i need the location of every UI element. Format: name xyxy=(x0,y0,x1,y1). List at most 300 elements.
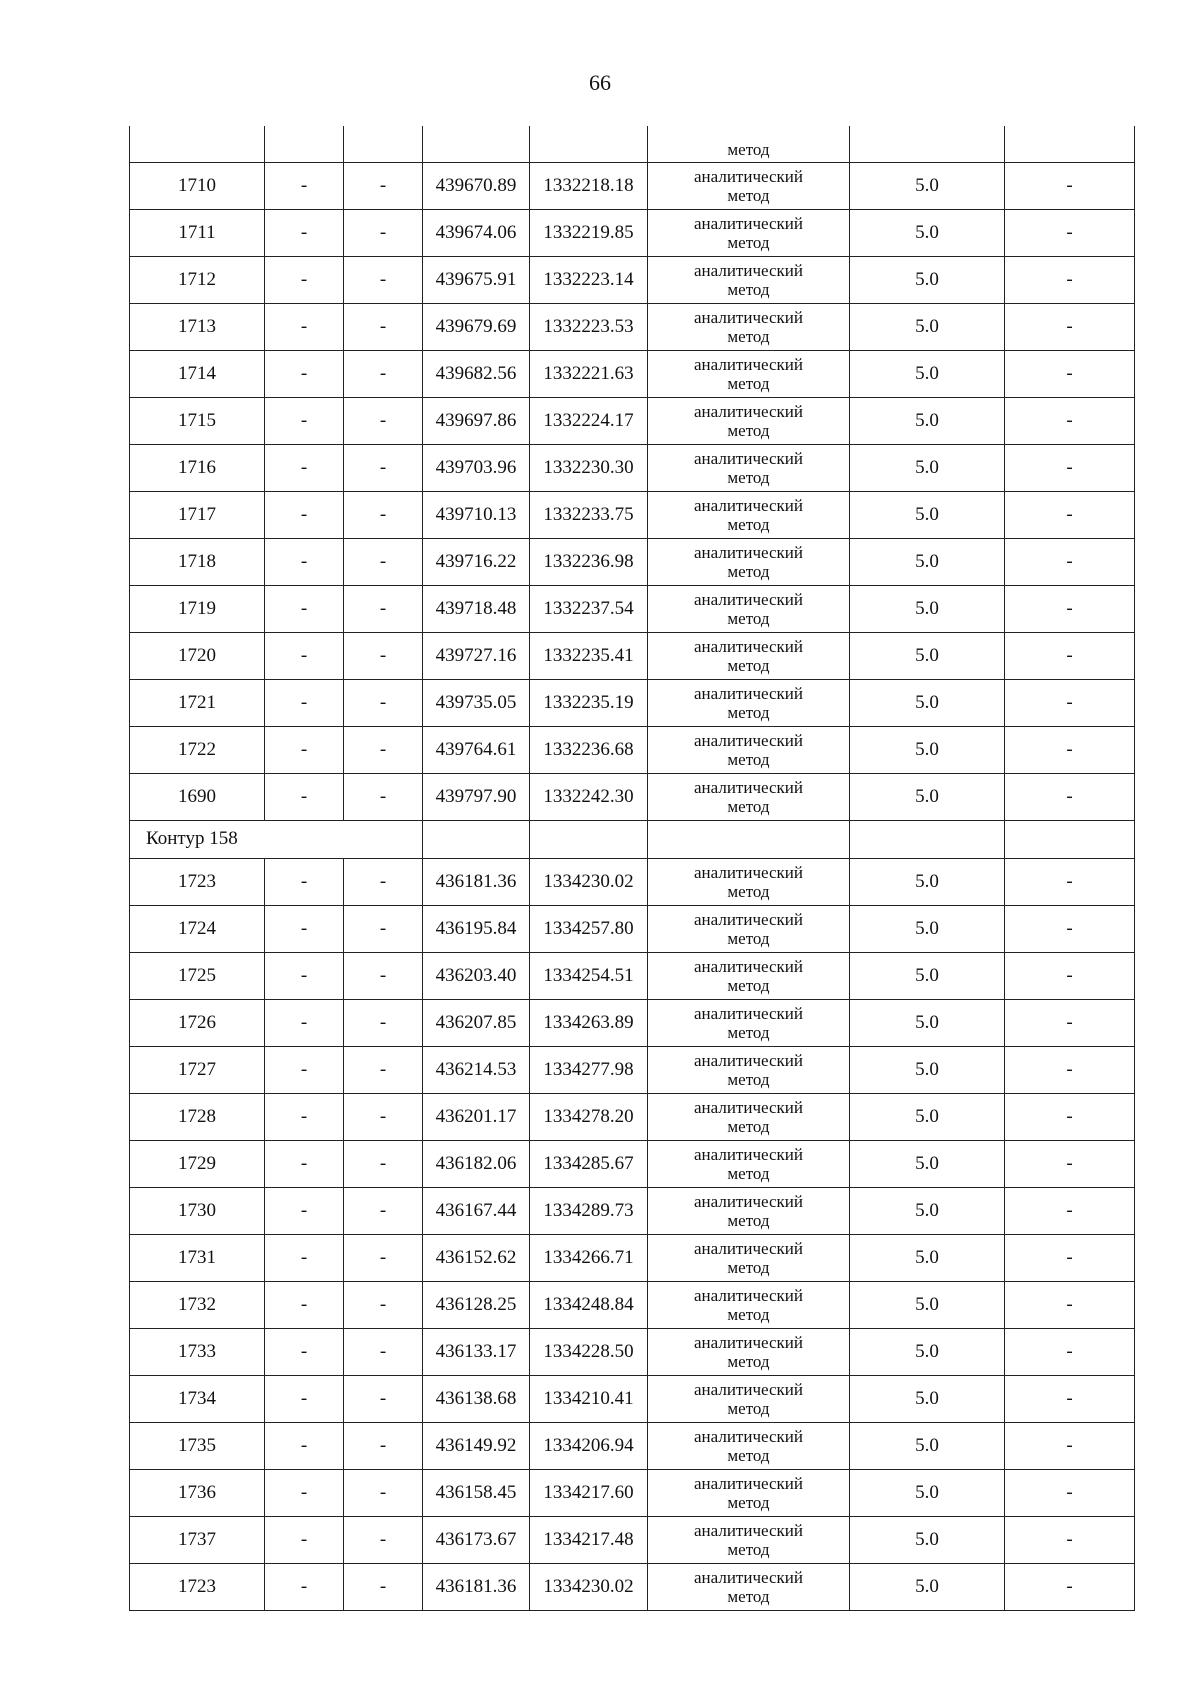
method-cell xyxy=(648,952,850,999)
method-line-1: аналитический xyxy=(694,354,803,374)
old-x-cell: - xyxy=(265,999,344,1046)
method-cell xyxy=(648,1328,850,1375)
description-cell: - xyxy=(1005,256,1135,303)
accuracy-cell: 5.0 xyxy=(850,162,1005,209)
table-row xyxy=(130,1328,1135,1375)
method-line-2: метод xyxy=(727,1257,770,1277)
point-number-cell: 1726 xyxy=(130,999,265,1046)
method-line-1: аналитический xyxy=(694,589,803,609)
y-coordinate-cell: 1334278.20 xyxy=(530,1093,648,1140)
x-coordinate-cell: 439679.69 xyxy=(423,303,530,350)
description-cell: - xyxy=(1005,1516,1135,1563)
old-y-cell: - xyxy=(344,1563,423,1610)
method-line-1: аналитический xyxy=(694,1050,803,1070)
x-coordinate-cell: 439682.56 xyxy=(423,350,530,397)
point-number-cell: 1723 xyxy=(130,858,265,905)
table-row xyxy=(130,303,1135,350)
method-line-1: аналитический xyxy=(694,730,803,750)
x-coordinate-cell: 436214.53 xyxy=(423,1046,530,1093)
y-coordinate-cell: 1334254.51 xyxy=(530,952,648,999)
description-cell: - xyxy=(1005,858,1135,905)
x-coordinate-cell: 436149.92 xyxy=(423,1422,530,1469)
old-x-cell: - xyxy=(265,1516,344,1563)
old-x-cell: - xyxy=(265,256,344,303)
old-y-cell: - xyxy=(344,952,423,999)
old-x-cell: - xyxy=(265,538,344,585)
table-row xyxy=(130,952,1135,999)
y-coordinate-cell: 1332230.30 xyxy=(530,444,648,491)
table-body xyxy=(130,126,1135,1610)
method-line-2: метод xyxy=(727,1069,770,1089)
table-row xyxy=(130,397,1135,444)
method-line-2: метод xyxy=(727,702,770,722)
old-y-cell: - xyxy=(344,1375,423,1422)
description-cell: - xyxy=(1005,952,1135,999)
table-row xyxy=(130,491,1135,538)
table-row xyxy=(130,1516,1135,1563)
contour-header-row xyxy=(130,820,1135,858)
y-coordinate-cell: 1332235.19 xyxy=(530,679,648,726)
empty-cell xyxy=(850,126,1005,162)
method-line-1: аналитический xyxy=(694,448,803,468)
point-number-cell: 1720 xyxy=(130,632,265,679)
x-coordinate-cell: 439674.06 xyxy=(423,209,530,256)
description-cell: - xyxy=(1005,1328,1135,1375)
method-cell xyxy=(648,538,850,585)
method-line-1: аналитический xyxy=(694,213,803,233)
empty-cell xyxy=(423,820,530,858)
description-cell: - xyxy=(1005,773,1135,820)
point-number-cell: 1712 xyxy=(130,256,265,303)
point-number-cell: 1714 xyxy=(130,350,265,397)
empty-cell xyxy=(1005,126,1135,162)
empty-cell xyxy=(130,126,265,162)
x-coordinate-cell: 436173.67 xyxy=(423,1516,530,1563)
description-cell: - xyxy=(1005,1422,1135,1469)
method-line-1: аналитический xyxy=(694,1567,803,1587)
method-cell xyxy=(648,1046,850,1093)
old-x-cell: - xyxy=(265,858,344,905)
method-line-2: метод xyxy=(727,232,770,252)
method-line-2: метод xyxy=(727,881,770,901)
method-cell xyxy=(648,1281,850,1328)
accuracy-cell: 5.0 xyxy=(850,952,1005,999)
empty-cell xyxy=(423,126,530,162)
method-line-1: аналитический xyxy=(694,777,803,797)
method-cell xyxy=(648,1469,850,1516)
method-line-1: аналитический xyxy=(694,401,803,421)
table-row xyxy=(130,585,1135,632)
point-number-cell: 1719 xyxy=(130,585,265,632)
old-x-cell: - xyxy=(265,905,344,952)
old-y-cell: - xyxy=(344,397,423,444)
description-cell: - xyxy=(1005,1093,1135,1140)
old-x-cell: - xyxy=(265,1563,344,1610)
table-row xyxy=(130,1281,1135,1328)
y-coordinate-cell: 1332242.30 xyxy=(530,773,648,820)
method-line-1: аналитический xyxy=(694,542,803,562)
y-coordinate-cell: 1332223.14 xyxy=(530,256,648,303)
y-coordinate-cell: 1332219.85 xyxy=(530,209,648,256)
y-coordinate-cell: 1334217.60 xyxy=(530,1469,648,1516)
method-line-1: аналитический xyxy=(694,1473,803,1493)
old-y-cell: - xyxy=(344,585,423,632)
old-x-cell: - xyxy=(265,726,344,773)
method-line-2: метод xyxy=(727,514,770,534)
x-coordinate-cell: 436195.84 xyxy=(423,905,530,952)
description-cell: - xyxy=(1005,585,1135,632)
old-x-cell: - xyxy=(265,491,344,538)
method-continued-cell: метод xyxy=(648,126,850,162)
point-number-cell: 1711 xyxy=(130,209,265,256)
method-line-2: метод xyxy=(727,420,770,440)
table-row xyxy=(130,209,1135,256)
method-cell xyxy=(648,726,850,773)
method-line-1: аналитический xyxy=(694,1144,803,1164)
x-coordinate-cell: 439718.48 xyxy=(423,585,530,632)
old-y-cell: - xyxy=(344,350,423,397)
y-coordinate-cell: 1334210.41 xyxy=(530,1375,648,1422)
x-coordinate-cell: 436167.44 xyxy=(423,1187,530,1234)
old-x-cell: - xyxy=(265,162,344,209)
method-line-1: аналитический xyxy=(694,1520,803,1540)
x-coordinate-cell: 439670.89 xyxy=(423,162,530,209)
empty-cell xyxy=(344,126,423,162)
table-row xyxy=(130,1187,1135,1234)
old-y-cell: - xyxy=(344,1281,423,1328)
method-cell xyxy=(648,444,850,491)
y-coordinate-cell: 1334230.02 xyxy=(530,1563,648,1610)
x-coordinate-cell: 439727.16 xyxy=(423,632,530,679)
accuracy-cell: 5.0 xyxy=(850,1093,1005,1140)
old-x-cell: - xyxy=(265,1046,344,1093)
table-row xyxy=(130,444,1135,491)
method-cell xyxy=(648,162,850,209)
accuracy-cell: 5.0 xyxy=(850,726,1005,773)
coordinates-table xyxy=(129,126,1135,1611)
accuracy-cell: 5.0 xyxy=(850,1422,1005,1469)
table-row xyxy=(130,905,1135,952)
y-coordinate-cell: 1334263.89 xyxy=(530,999,648,1046)
empty-cell xyxy=(648,820,850,858)
method-line-1: аналитический xyxy=(694,636,803,656)
y-coordinate-cell: 1334228.50 xyxy=(530,1328,648,1375)
accuracy-cell: 5.0 xyxy=(850,1375,1005,1422)
method-line-1: аналитический xyxy=(694,495,803,515)
method-line-1: аналитический xyxy=(694,862,803,882)
method-line-1: аналитический xyxy=(694,956,803,976)
point-number-cell: 1729 xyxy=(130,1140,265,1187)
old-y-cell: - xyxy=(344,905,423,952)
page-number: 66 xyxy=(589,70,611,95)
description-cell: - xyxy=(1005,999,1135,1046)
method-line-1: аналитический xyxy=(694,909,803,929)
old-y-cell: - xyxy=(344,1516,423,1563)
method-line-1: аналитический xyxy=(694,1426,803,1446)
description-cell: - xyxy=(1005,1234,1135,1281)
old-y-cell: - xyxy=(344,726,423,773)
method-cell xyxy=(648,303,850,350)
description-cell: - xyxy=(1005,491,1135,538)
method-line-2: метод xyxy=(727,185,770,205)
description-cell: - xyxy=(1005,1469,1135,1516)
point-number-cell: 1710 xyxy=(130,162,265,209)
old-x-cell: - xyxy=(265,1469,344,1516)
description-cell: - xyxy=(1005,209,1135,256)
accuracy-cell: 5.0 xyxy=(850,1328,1005,1375)
description-cell: - xyxy=(1005,632,1135,679)
old-y-cell: - xyxy=(344,1140,423,1187)
accuracy-cell: 5.0 xyxy=(850,1563,1005,1610)
point-number-cell: 1732 xyxy=(130,1281,265,1328)
table-row xyxy=(130,1469,1135,1516)
table-row xyxy=(130,1140,1135,1187)
old-y-cell: - xyxy=(344,444,423,491)
method-cell xyxy=(648,1140,850,1187)
description-cell: - xyxy=(1005,538,1135,585)
table-row xyxy=(130,1234,1135,1281)
point-number-cell: 1721 xyxy=(130,679,265,726)
y-coordinate-cell: 1332233.75 xyxy=(530,491,648,538)
accuracy-cell: 5.0 xyxy=(850,1469,1005,1516)
method-line-2: метод xyxy=(727,749,770,769)
y-coordinate-cell: 1332237.54 xyxy=(530,585,648,632)
description-cell: - xyxy=(1005,1563,1135,1610)
accuracy-cell: 5.0 xyxy=(850,773,1005,820)
method-cell xyxy=(648,1563,850,1610)
description-cell: - xyxy=(1005,1375,1135,1422)
point-number-cell: 1730 xyxy=(130,1187,265,1234)
accuracy-cell: 5.0 xyxy=(850,858,1005,905)
method-cell xyxy=(648,905,850,952)
y-coordinate-cell: 1334285.67 xyxy=(530,1140,648,1187)
method-cell xyxy=(648,858,850,905)
method-line-2: метод xyxy=(727,279,770,299)
x-coordinate-cell: 439764.61 xyxy=(423,726,530,773)
point-number-cell: 1717 xyxy=(130,491,265,538)
table-row xyxy=(130,858,1135,905)
old-y-cell: - xyxy=(344,1328,423,1375)
method-cell xyxy=(648,1093,850,1140)
method-cell xyxy=(648,679,850,726)
accuracy-cell: 5.0 xyxy=(850,303,1005,350)
method-cell xyxy=(648,209,850,256)
table-row xyxy=(130,1422,1135,1469)
accuracy-cell: 5.0 xyxy=(850,1140,1005,1187)
method-cell xyxy=(648,1516,850,1563)
accuracy-cell: 5.0 xyxy=(850,585,1005,632)
x-coordinate-cell: 439710.13 xyxy=(423,491,530,538)
table-row xyxy=(130,999,1135,1046)
x-coordinate-cell: 436181.36 xyxy=(423,858,530,905)
y-coordinate-cell: 1334230.02 xyxy=(530,858,648,905)
method-line-2: метод xyxy=(727,796,770,816)
table-row xyxy=(130,1375,1135,1422)
method-line-1: аналитический xyxy=(694,1097,803,1117)
y-coordinate-cell: 1332235.41 xyxy=(530,632,648,679)
empty-cell xyxy=(265,126,344,162)
y-coordinate-cell: 1332221.63 xyxy=(530,350,648,397)
x-coordinate-cell: 436138.68 xyxy=(423,1375,530,1422)
point-number-cell: 1737 xyxy=(130,1516,265,1563)
accuracy-cell: 5.0 xyxy=(850,1046,1005,1093)
point-number-cell: 1725 xyxy=(130,952,265,999)
method-line-2: метод xyxy=(727,1304,770,1324)
old-x-cell: - xyxy=(265,1187,344,1234)
description-cell: - xyxy=(1005,1187,1135,1234)
y-coordinate-cell: 1332218.18 xyxy=(530,162,648,209)
x-coordinate-cell: 436181.36 xyxy=(423,1563,530,1610)
empty-cell xyxy=(344,820,423,858)
table-row xyxy=(130,1563,1135,1610)
accuracy-cell: 5.0 xyxy=(850,256,1005,303)
old-x-cell: - xyxy=(265,952,344,999)
old-y-cell: - xyxy=(344,999,423,1046)
method-line-1: аналитический xyxy=(694,260,803,280)
method-line-2: метод xyxy=(727,928,770,948)
method-line-1: аналитический xyxy=(694,683,803,703)
old-x-cell: - xyxy=(265,632,344,679)
method-line-2: метод xyxy=(727,1539,770,1559)
method-line-2: метод xyxy=(727,1351,770,1371)
method-cell xyxy=(648,1375,850,1422)
x-coordinate-cell: 436207.85 xyxy=(423,999,530,1046)
method-line-1: аналитический xyxy=(694,1238,803,1258)
x-coordinate-cell: 436182.06 xyxy=(423,1140,530,1187)
old-x-cell: - xyxy=(265,585,344,632)
old-x-cell: - xyxy=(265,1422,344,1469)
old-x-cell: - xyxy=(265,1328,344,1375)
old-y-cell: - xyxy=(344,1187,423,1234)
description-cell: - xyxy=(1005,350,1135,397)
method-cell xyxy=(648,350,850,397)
method-line-2: метод xyxy=(727,1022,770,1042)
method-cell xyxy=(648,632,850,679)
empty-cell xyxy=(530,820,648,858)
old-y-cell: - xyxy=(344,773,423,820)
x-coordinate-cell: 439675.91 xyxy=(423,256,530,303)
old-x-cell: - xyxy=(265,350,344,397)
method-line-1: аналитический xyxy=(694,1285,803,1305)
old-x-cell: - xyxy=(265,444,344,491)
method-line-1: аналитический xyxy=(694,1191,803,1211)
table-row xyxy=(130,350,1135,397)
old-x-cell: - xyxy=(265,773,344,820)
x-coordinate-cell: 439697.86 xyxy=(423,397,530,444)
method-line-2: метод xyxy=(727,1116,770,1136)
method-line-2: метод xyxy=(727,608,770,628)
accuracy-cell: 5.0 xyxy=(850,999,1005,1046)
accuracy-cell: 5.0 xyxy=(850,444,1005,491)
description-cell: - xyxy=(1005,905,1135,952)
old-y-cell: - xyxy=(344,1234,423,1281)
table-row xyxy=(130,679,1135,726)
point-number-cell: 1734 xyxy=(130,1375,265,1422)
old-x-cell: - xyxy=(265,679,344,726)
method-line-2: метод xyxy=(727,1210,770,1230)
method-line-1: аналитический xyxy=(694,1379,803,1399)
table-row xyxy=(130,1093,1135,1140)
table-row xyxy=(130,256,1135,303)
old-x-cell: - xyxy=(265,1234,344,1281)
description-cell: - xyxy=(1005,444,1135,491)
method-line-1: аналитический xyxy=(694,1003,803,1023)
y-coordinate-cell: 1334266.71 xyxy=(530,1234,648,1281)
description-cell: - xyxy=(1005,303,1135,350)
old-y-cell: - xyxy=(344,162,423,209)
accuracy-cell: 5.0 xyxy=(850,1234,1005,1281)
table-row xyxy=(130,632,1135,679)
point-number-cell: 1713 xyxy=(130,303,265,350)
point-number-cell: 1735 xyxy=(130,1422,265,1469)
point-number-cell: 1724 xyxy=(130,905,265,952)
accuracy-cell: 5.0 xyxy=(850,1187,1005,1234)
y-coordinate-cell: 1334277.98 xyxy=(530,1046,648,1093)
x-coordinate-cell: 436133.17 xyxy=(423,1328,530,1375)
x-coordinate-cell: 439797.90 xyxy=(423,773,530,820)
old-x-cell: - xyxy=(265,1281,344,1328)
method-cell xyxy=(648,1187,850,1234)
table-row xyxy=(130,538,1135,585)
point-number-cell: 1733 xyxy=(130,1328,265,1375)
point-number-cell: 1723 xyxy=(130,1563,265,1610)
method-line-2: метод xyxy=(727,467,770,487)
accuracy-cell: 5.0 xyxy=(850,491,1005,538)
point-number-cell: 1727 xyxy=(130,1046,265,1093)
old-y-cell: - xyxy=(344,303,423,350)
y-coordinate-cell: 1332223.53 xyxy=(530,303,648,350)
x-coordinate-cell: 436158.45 xyxy=(423,1469,530,1516)
x-coordinate-cell: 436152.62 xyxy=(423,1234,530,1281)
method-line-1: аналитический xyxy=(694,307,803,327)
method-cell xyxy=(648,773,850,820)
contour-label: Контур 158 xyxy=(130,820,344,858)
description-cell: - xyxy=(1005,1046,1135,1093)
old-y-cell: - xyxy=(344,1093,423,1140)
description-cell: - xyxy=(1005,162,1135,209)
point-number-cell: 1731 xyxy=(130,1234,265,1281)
accuracy-cell: 5.0 xyxy=(850,1281,1005,1328)
x-coordinate-cell: 439703.96 xyxy=(423,444,530,491)
empty-cell xyxy=(1005,820,1135,858)
method-cell xyxy=(648,491,850,538)
old-x-cell: - xyxy=(265,303,344,350)
table-row xyxy=(130,726,1135,773)
accuracy-cell: 5.0 xyxy=(850,632,1005,679)
description-cell: - xyxy=(1005,1281,1135,1328)
method-cell xyxy=(648,999,850,1046)
y-coordinate-cell: 1334206.94 xyxy=(530,1422,648,1469)
y-coordinate-cell: 1334248.84 xyxy=(530,1281,648,1328)
method-cell xyxy=(648,585,850,632)
old-x-cell: - xyxy=(265,209,344,256)
point-number-cell: 1728 xyxy=(130,1093,265,1140)
old-x-cell: - xyxy=(265,397,344,444)
x-coordinate-cell: 436203.40 xyxy=(423,952,530,999)
old-y-cell: - xyxy=(344,632,423,679)
method-cell xyxy=(648,1422,850,1469)
x-coordinate-cell: 436201.17 xyxy=(423,1093,530,1140)
point-number-cell: 1736 xyxy=(130,1469,265,1516)
table-continuation-row xyxy=(130,126,1135,162)
old-y-cell: - xyxy=(344,1469,423,1516)
empty-cell xyxy=(850,820,1005,858)
empty-cell xyxy=(530,126,648,162)
accuracy-cell: 5.0 xyxy=(850,1516,1005,1563)
method-line-2: метод xyxy=(727,1492,770,1512)
method-line-1: аналитический xyxy=(694,166,803,186)
old-x-cell: - xyxy=(265,1375,344,1422)
